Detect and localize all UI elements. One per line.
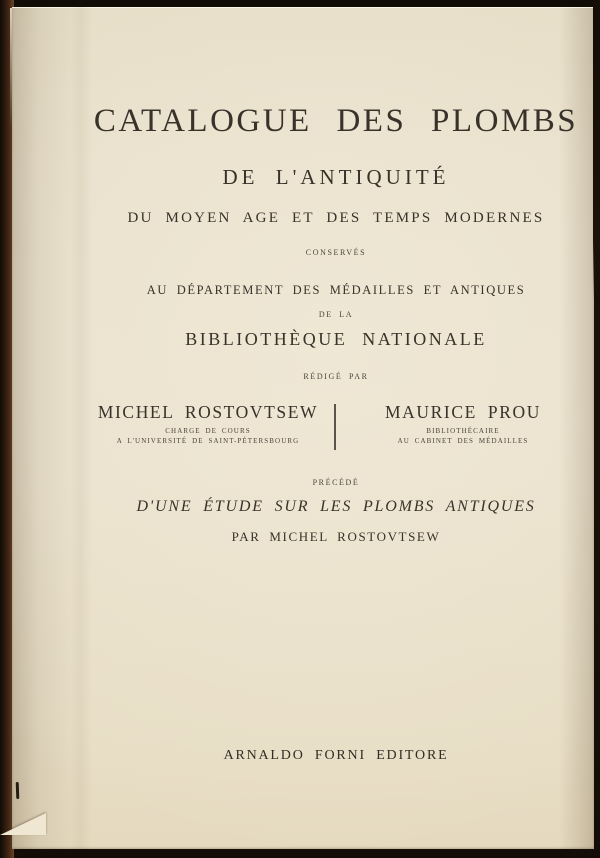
de-la-label: DE LA — [318, 310, 354, 319]
author-role: AU CABINET DES MÉDAILLES — [397, 437, 529, 445]
etude-title: D'UNE ÉTUDE SUR LES PLOMBS ANTIQUES — [136, 498, 536, 515]
author-role: A L'UNIVERSITÉ DE SAINT-PÉTERSBOURG — [116, 437, 300, 445]
departement-line: AU DÉPARTEMENT DES MÉDAILLES ET ANTIQUES — [146, 283, 526, 297]
author-left — [82, 402, 334, 458]
authors-block — [82, 402, 590, 458]
cover-right-edge — [593, 0, 600, 300]
author-name: MAURICE PROU — [385, 402, 541, 422]
publisher-name: ARNALDO FORNI EDITORE — [223, 748, 449, 763]
author-right — [336, 402, 590, 458]
author-role: CHARGE DE COURS — [165, 427, 251, 435]
conserves-label: CONSERVÉS — [305, 248, 367, 257]
title-page-content — [82, 7, 590, 849]
redige-par-label: RÉDIGÉ PAR — [303, 372, 369, 381]
institution-name: BIBLIOTHÈQUE NATIONALE — [185, 329, 487, 349]
author-role: BIBLIOTHÉCAIRE — [426, 427, 500, 435]
page-corner-fold — [0, 813, 46, 835]
etude-author: PAR MICHEL ROSTOVTSEW — [231, 529, 441, 544]
title-page — [12, 7, 594, 849]
book-title: CATALOGUE DES PLOMBS — [93, 103, 579, 139]
author-name: MICHEL ROSTOVTSEW — [97, 402, 319, 422]
ink-mark — [16, 782, 20, 799]
book-subtitle-1: DE L'ANTIQUITÉ — [222, 165, 450, 189]
book-subtitle-2: DU MOYEN AGE ET DES TEMPS MODERNES — [127, 210, 545, 226]
precede-label: PRÉCÉDÉ — [312, 478, 360, 487]
